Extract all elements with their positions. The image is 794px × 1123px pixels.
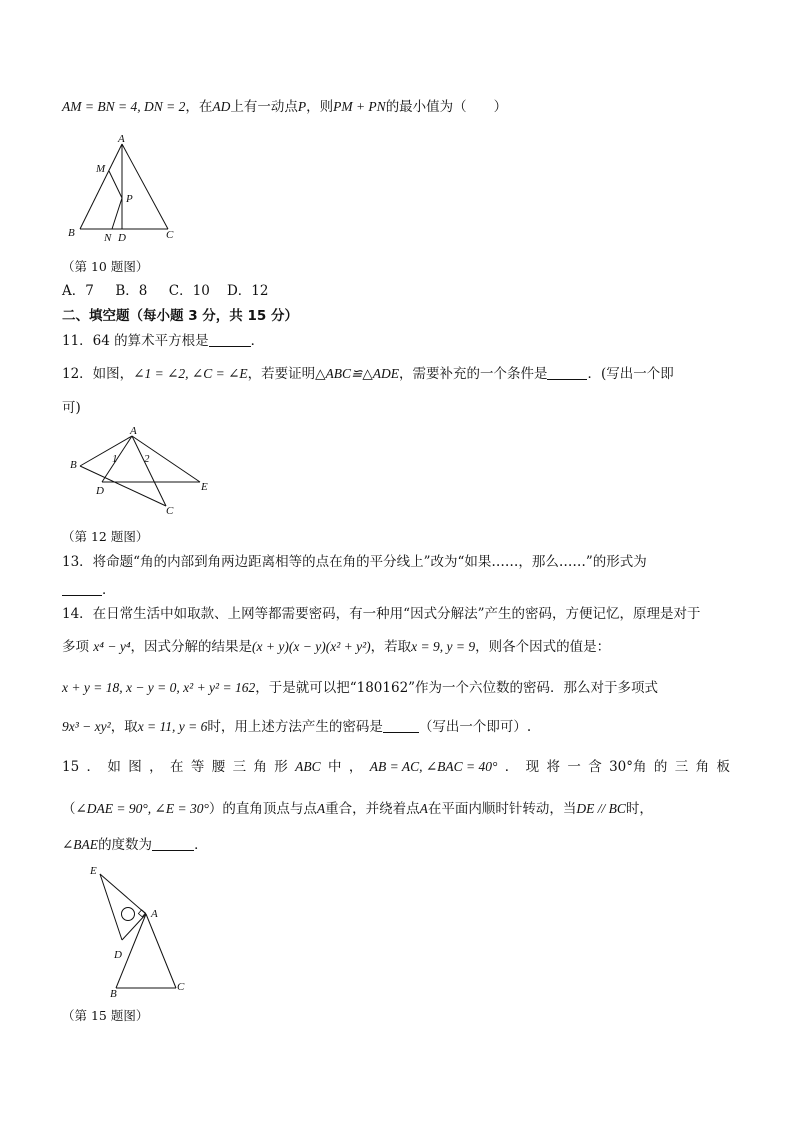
- q12-triangles-diagram: [64, 426, 224, 518]
- q12-text: ，若要证明: [247, 366, 316, 382]
- q14-text: ，则各个因式的值是：: [475, 639, 611, 655]
- q14-text: ，于是就可以把“180162”作为一个六位数的密码．那么对于多项式: [255, 680, 659, 696]
- label-e: E: [90, 865, 97, 877]
- q11-stem: [62, 331, 264, 351]
- q14-text: （写出一个即可）.: [418, 719, 532, 735]
- q14-text: 多项: [62, 639, 89, 655]
- q14-math: (x + y)(x − y)(x² + y²): [252, 639, 371, 654]
- q15-text: 的度数为: [98, 837, 153, 853]
- section-2-heading: 二、填空题（每小题 3 分，共 15 分）: [62, 308, 298, 324]
- q10-math: PM + PN: [333, 99, 386, 114]
- answer-blank: [383, 718, 419, 733]
- q15-math: DE // BC: [576, 801, 626, 816]
- q15-text: 含: [588, 759, 602, 775]
- q12-stem-cont: 可): [62, 400, 81, 416]
- q12-math: △ABC≌△ADE: [315, 366, 399, 381]
- q12-text: ，需要补充的一个条件是: [398, 366, 548, 382]
- label-a: A: [118, 133, 125, 145]
- q15-text: 三: [674, 759, 689, 775]
- q13-text: ．: [102, 582, 116, 598]
- q14-line-3: [62, 678, 658, 698]
- q11-text: ．: [250, 333, 265, 349]
- q12-math: ∠1 = ∠2, ∠C = ∠E: [133, 366, 248, 381]
- label-m: M: [96, 163, 106, 175]
- q15-text: ．: [86, 759, 101, 775]
- q15-text: 三: [232, 759, 247, 775]
- q15-math: A: [419, 801, 428, 816]
- q15-text: （: [62, 801, 76, 817]
- q15-text: 腰: [211, 759, 226, 775]
- q14-line-4: [62, 717, 531, 737]
- q10-option-d: D．12: [226, 283, 269, 299]
- q12-stem: [62, 364, 674, 384]
- label-p: P: [126, 193, 133, 205]
- q15-text: 一: [567, 759, 581, 775]
- q14-math: x = 11, y = 6: [137, 719, 208, 734]
- answer-blank: [152, 836, 194, 851]
- q10-text: ，则: [306, 99, 334, 115]
- q13-stem: 13．将命题“角的内部到角两边距离相等的点在角的平分线上”改为“如果……，那么……”的形式为: [62, 554, 647, 570]
- q15-math: ∠BAE: [62, 837, 99, 852]
- q14-line-1: 14．在日常生活中如取款、上网等都需要密码，有一种用“因式分解法”产生的密码，方便记忆，原理是对于: [62, 606, 701, 622]
- label-a: A: [151, 908, 158, 920]
- label-b: B: [110, 988, 117, 1000]
- q15-math: A: [316, 801, 326, 816]
- q15-text: 15: [62, 759, 80, 775]
- q15-caption: （第 15 题图）: [62, 1008, 149, 1023]
- q10-triangle-diagram: [60, 132, 190, 247]
- q14-text: 时，用上述方法产生的密码是: [207, 719, 383, 735]
- q15-text: ）的直角顶点与点: [208, 801, 317, 817]
- label-b: B: [70, 459, 77, 471]
- q15-text: 时，: [625, 801, 653, 817]
- q15-text: 30°角: [609, 759, 647, 775]
- q10-caption: （第 10 题图）: [62, 259, 149, 274]
- q15-math: ∠DAE = 90°, ∠E = 30°: [75, 801, 209, 816]
- q14-text: ，若取: [370, 639, 412, 655]
- answer-blank: [547, 365, 587, 380]
- q15-math: AB = AC, ∠BAC = 40°: [369, 759, 498, 774]
- q13-answer-line: [62, 580, 116, 600]
- q15-text: 的: [653, 759, 668, 775]
- q15-text: 角: [253, 759, 267, 775]
- angle-1-label: 1: [112, 453, 118, 465]
- label-b: B: [68, 227, 75, 239]
- q12-caption: （第 12 题图）: [62, 529, 149, 544]
- q10-figure: [60, 132, 190, 251]
- q15-text: ．: [504, 759, 519, 775]
- q10-math-condition: AM = BN = 4, DN = 2: [62, 99, 186, 114]
- q15-text: 板: [716, 759, 730, 775]
- q15-triangle-set-square-diagram: [82, 862, 202, 1002]
- q15-text: 在: [169, 759, 184, 775]
- q15-text: 角: [695, 759, 710, 775]
- label-n: N: [104, 232, 112, 244]
- q15-text: 中: [328, 759, 342, 775]
- set-square-hole: [122, 908, 135, 921]
- label-e: E: [201, 481, 208, 493]
- label-d: D: [114, 949, 122, 961]
- q15-text: 如: [107, 759, 121, 775]
- q15-math: ABC: [295, 759, 321, 774]
- q15-figure: [82, 862, 202, 1006]
- q10-text: ，在: [185, 99, 213, 115]
- q10-option-c: C．10: [168, 283, 210, 299]
- q15-text: ，: [149, 759, 163, 775]
- q11-text: 11．64 的算术平方根是: [62, 333, 209, 349]
- q10-text: 上有一动点: [230, 99, 298, 115]
- q12-figure: [64, 426, 224, 522]
- label-d: D: [118, 232, 126, 244]
- q15-line-3: [62, 835, 208, 855]
- q12-text: 12．如图，: [62, 366, 134, 382]
- q15-text: 形: [274, 759, 288, 775]
- label-c: C: [177, 981, 185, 993]
- label-a: A: [130, 426, 137, 437]
- q14-text: ，因式分解的结果是: [130, 639, 253, 655]
- label-c: C: [166, 229, 174, 241]
- q15-text: 重合，并绕着点: [325, 801, 420, 817]
- q15-text: ，: [348, 759, 363, 775]
- q14-math: x = 9, y = 9: [411, 639, 476, 654]
- q10-math: AD: [212, 99, 231, 114]
- q10-option-a: A．7: [62, 283, 94, 299]
- q10-stem: [62, 97, 507, 117]
- q14-line-2: [62, 637, 610, 657]
- label-d: D: [96, 485, 104, 497]
- label-c: C: [166, 505, 174, 517]
- q10-options: [62, 281, 269, 301]
- q15-text: 在平面内顺时针转动，当: [427, 801, 577, 817]
- q15-text: 现: [525, 759, 540, 775]
- q14-math: x + y = 18, x − y = 0, x² + y² = 162: [62, 680, 256, 695]
- answer-blank: [209, 332, 251, 347]
- q14-text: ，取: [110, 719, 138, 735]
- angle-2-label: 2: [144, 453, 150, 465]
- q15-text: 图: [128, 759, 142, 775]
- q14-math: 9x³ − xy²: [62, 719, 111, 734]
- q10-text: 的最小值为（ ）: [385, 99, 508, 115]
- answer-blank: [62, 581, 102, 596]
- q15-text: ．: [194, 837, 208, 853]
- q10-option-b: B．8: [115, 283, 148, 299]
- q14-math: x⁴ − y⁴: [93, 639, 131, 654]
- q12-text: ．(写出一个即: [587, 366, 674, 382]
- q15-line-2: [62, 799, 653, 819]
- q15-text: 等: [190, 759, 205, 775]
- q15-line-1: [62, 757, 730, 777]
- q10-math: P: [297, 99, 307, 114]
- q15-text: 将: [546, 759, 560, 775]
